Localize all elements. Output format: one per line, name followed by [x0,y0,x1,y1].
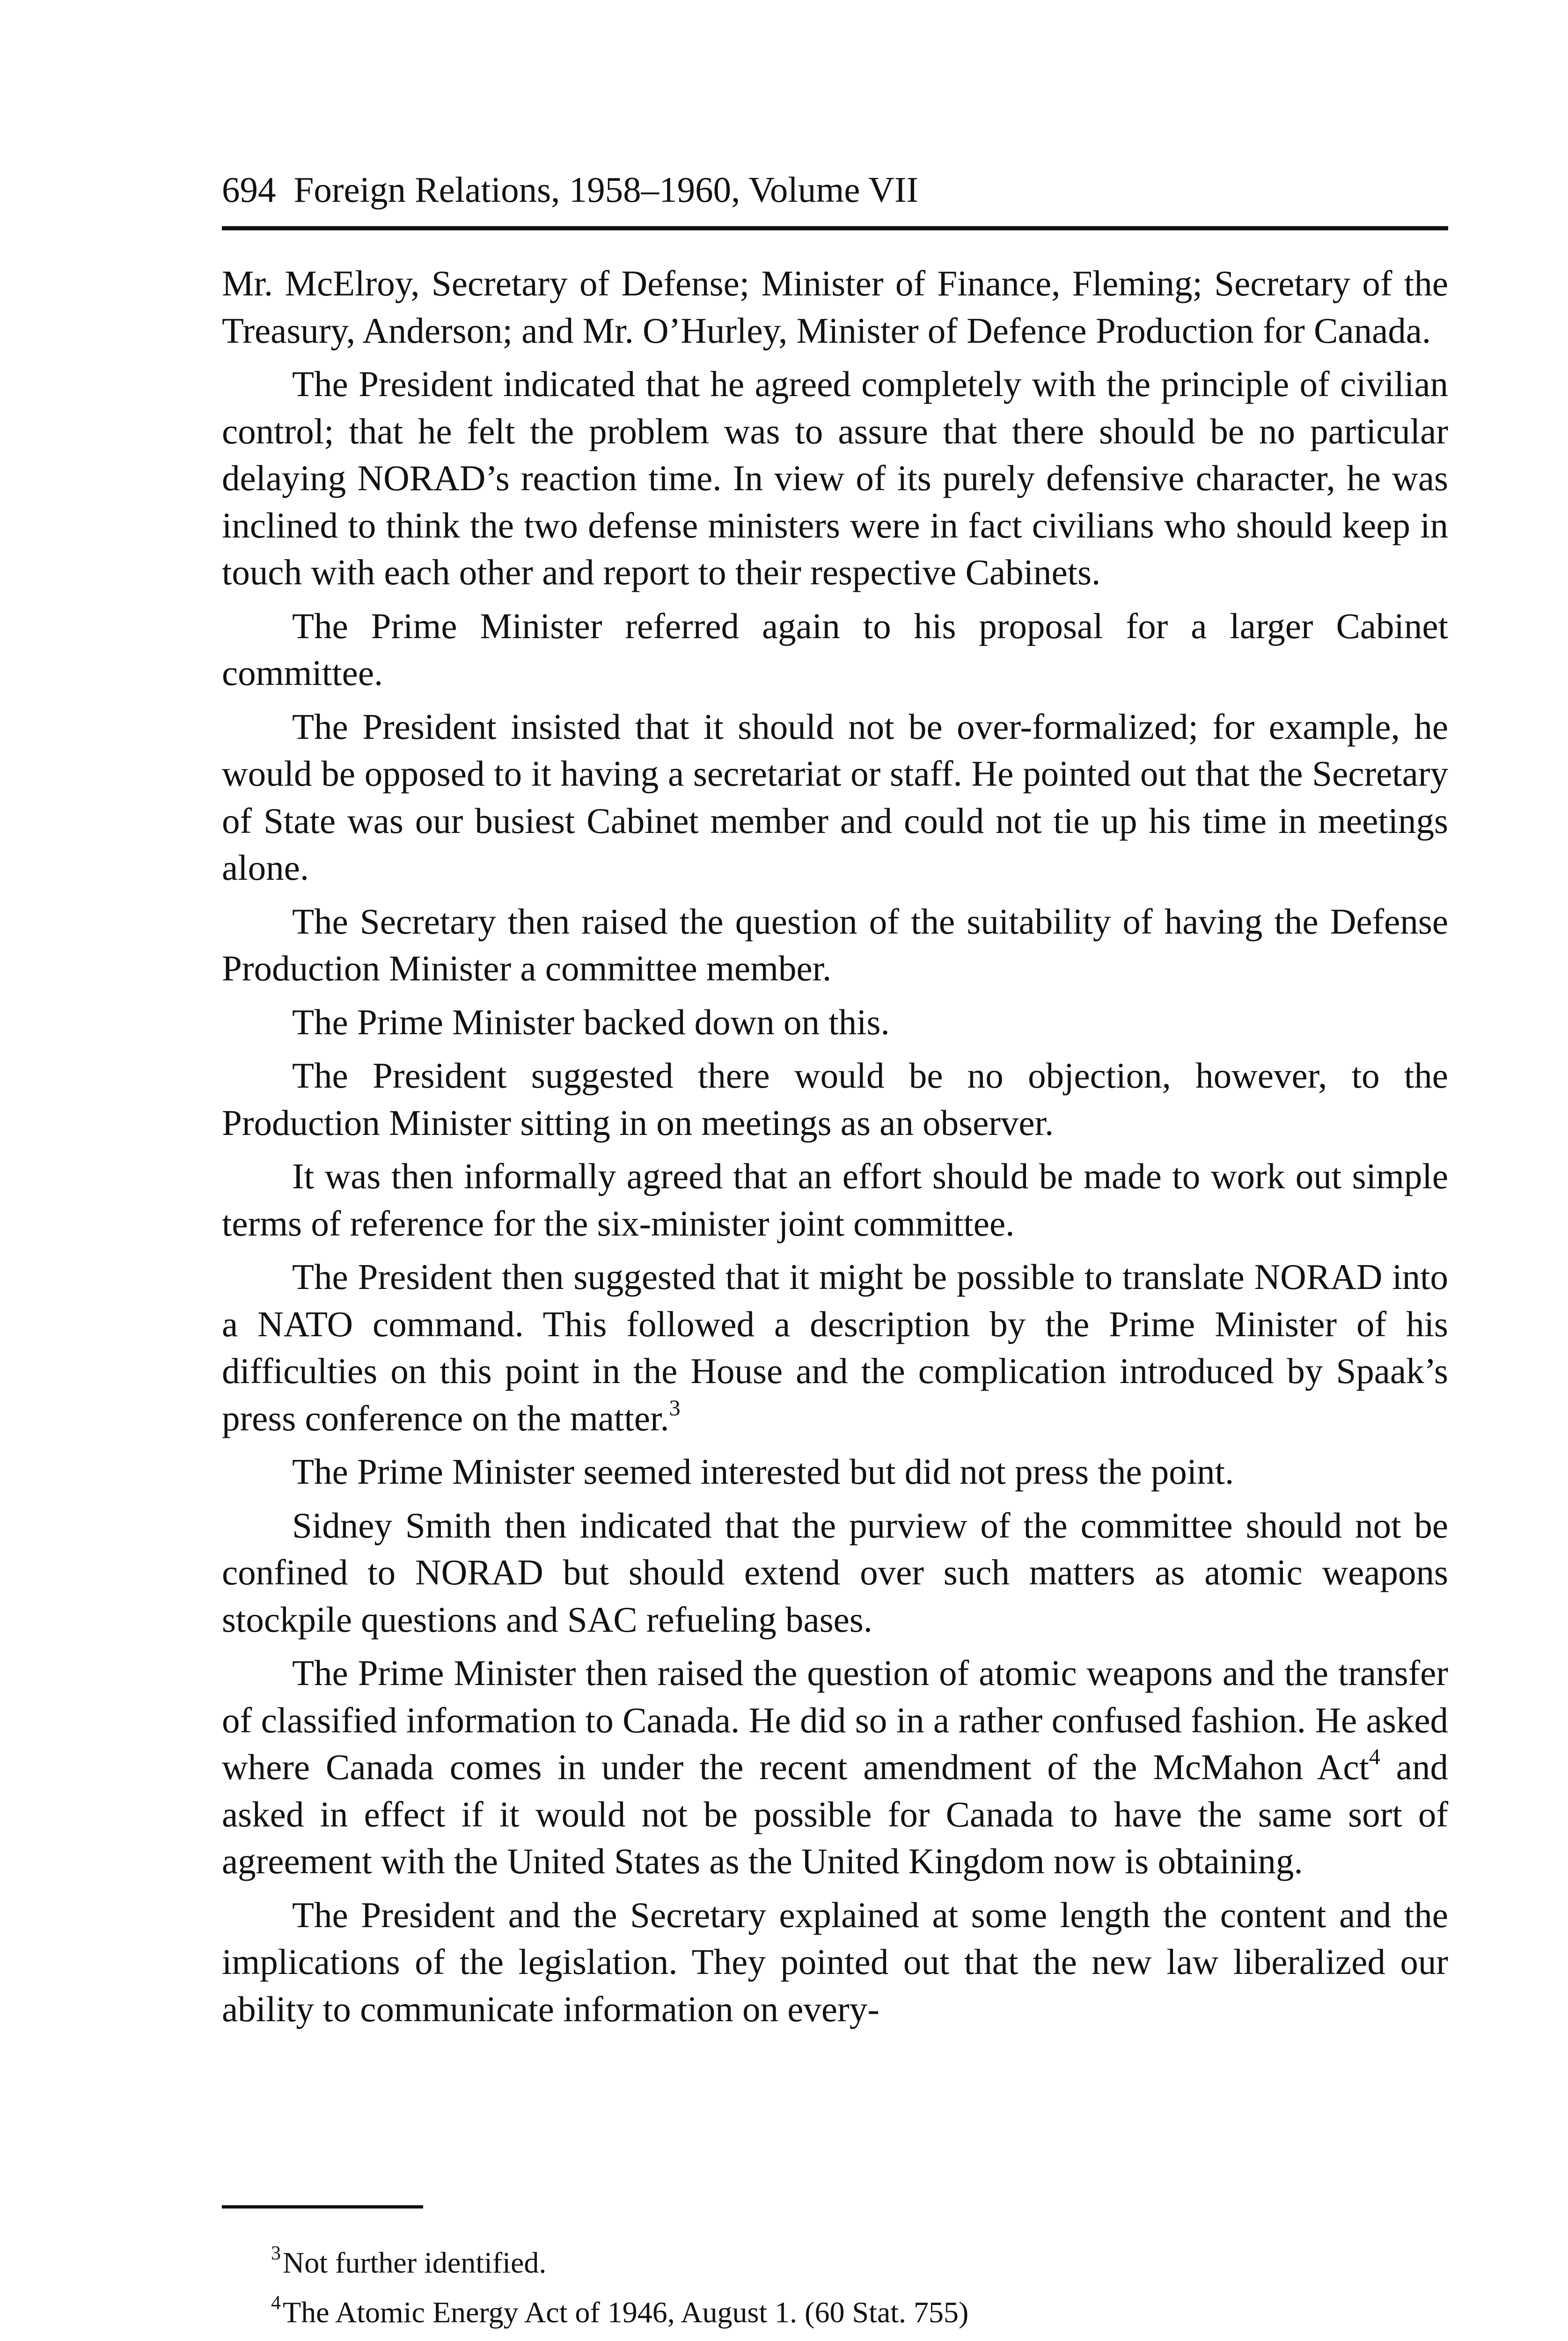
paragraph-text: The President suggested there would be no objection, however, to the Production Minister sitting in on meetings as an observer. [222,1055,1448,1143]
paragraph [222,603,1448,697]
footnote-rule [222,2205,423,2208]
paragraph-text: Mr. McElroy, Secretary of Defense; Minister of Finance, Fleming; Secretary of the Treasury, Anderson; and Mr. O’Hurley, Minister of Defence Production for Canada. [222,263,1448,351]
footnote [222,2240,1448,2285]
paragraph [222,898,1448,992]
footnote-marker: 3 [271,2243,281,2264]
paragraph-text: The President indicated that he agreed completely with the principle of civilian control; that he felt the problem was to assure that there should be no particular delaying NORAD’s reaction time. In view of its purely defensive character, he was inclined to think the two defense ministers were in fact civilians who should keep in touch with each other and report to their respective Cabinets. [222,364,1448,592]
footnote-marker: 4 [271,2292,281,2314]
paragraph [222,999,1448,1046]
paragraph [222,1502,1448,1643]
paragraph-text: The President insisted that it should not be over-formalized; for example, he would be opposed to it having a secretariat or staff. He pointed out that the Secretary of State was our busiest Cabinet member and could not tie up his time in meetings alone. [222,706,1448,888]
paragraph-text: The President and the Secretary explained at some length the content and the implications of the legislation. They pointed out that the new law liberalized our ability to communicate information on every- [222,1894,1448,2029]
footnote-reference: 4 [1369,1745,1380,1769]
paragraph [222,1052,1448,1146]
paragraph-text: The Prime Minister referred again to his proposal for a larger Cabinet committee. [222,605,1448,693]
paragraph [222,260,1448,354]
paragraph [222,1649,1448,1885]
running-header [222,166,1448,213]
footnote-text: The Atomic Energy Act of 1946, August 1. (60 Stat. 755) [283,2296,969,2329]
paragraph [222,1153,1448,1247]
header-rule [222,226,1448,230]
paragraph-text: The Secretary then raised the question of the suitability of having the Defense Production Minister a committee member. [222,901,1448,988]
paragraph-text: and asked in effect if it would not be possible for Canada to have the same sort of agreement with the United States as the United Kingdom now is obtaining. [222,1747,1448,1881]
paragraph-text: Sidney Smith then indicated that the purview of the committee should not be confined to NORAD but should extend over such matters as atomic weapons stockpile questions and SAC refueling bases. [222,1505,1448,1640]
running-title: Foreign Relations, 1958–1960, Volume VII [293,169,919,210]
page-number: 694 [222,169,276,210]
footnotes [222,2240,1448,2340]
footnote-text: Not further identified. [283,2246,547,2279]
paragraph-text: The Prime Minister then raised the question of atomic weapons and the transfer of classified information to Canada. He did so in a rather confused fashion. He asked where Canada comes in under the recent amendment of the McMahon Act [222,1653,1448,1787]
paragraph [222,1892,1448,2033]
paragraph-text: It was then informally agreed that an effort should be made to work out simple terms of reference for the six-minister joint committee. [222,1156,1448,1244]
paragraph-text: The Prime Minister seemed interested but did not press the point. [292,1451,1234,1492]
paragraph [222,1448,1448,1495]
paragraph [222,361,1448,596]
footnote-reference: 3 [669,1395,681,1421]
paragraph [222,1253,1448,1442]
body-text [222,260,1448,2039]
paragraph [222,703,1448,891]
paragraph-text: The Prime Minister backed down on this. [292,1001,890,1042]
footnote [222,2290,1448,2335]
paragraph-text: The President then suggested that it might be possible to translate NORAD into a NATO command. This followed a description by the Prime Minister of his difficulties on this point in the House and the complication introduced by Spaak’s press conference on the matter. [222,1257,1448,1438]
